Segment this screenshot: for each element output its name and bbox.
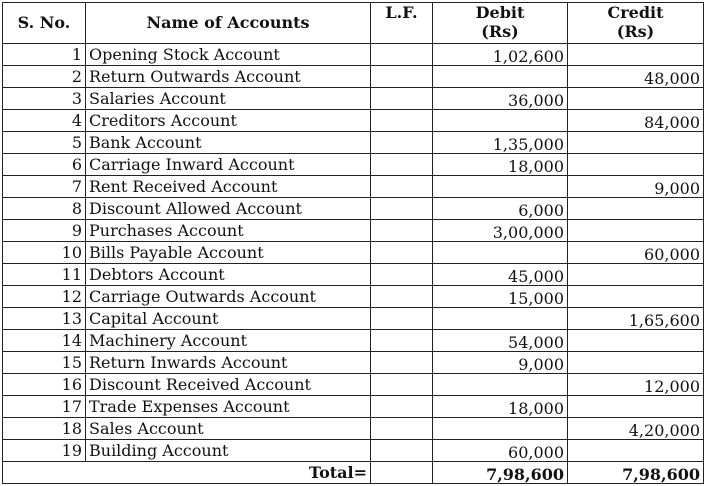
header-row <box>3 3 704 44</box>
table-row <box>3 418 704 440</box>
total-debit <box>433 462 568 484</box>
row-credit <box>568 352 704 374</box>
table-row <box>3 286 704 308</box>
table-row <box>3 440 704 462</box>
row-sno: 15 <box>3 352 86 374</box>
row-debit <box>433 44 568 66</box>
row-credit-value: 48,000 <box>644 68 700 88</box>
row-credit <box>568 66 704 88</box>
row-credit <box>568 308 704 330</box>
row-account-name: Rent Received Account <box>86 176 371 198</box>
header-sno: S. No. <box>3 3 86 44</box>
row-credit <box>568 418 704 440</box>
trial-balance-table <box>2 2 704 484</box>
row-debit-value: 60,000 <box>508 442 564 462</box>
row-credit-value: 12,000 <box>644 376 700 396</box>
row-lf <box>371 374 433 396</box>
row-sno: 19 <box>3 440 86 462</box>
table-row <box>3 242 704 264</box>
row-lf <box>371 66 433 88</box>
row-credit <box>568 220 704 242</box>
row-account-name: Sales Account <box>86 418 371 440</box>
row-account-name: Creditors Account <box>86 110 371 132</box>
row-debit <box>433 154 568 176</box>
row-debit <box>433 418 568 440</box>
row-credit-value: 4,20,000 <box>628 420 700 440</box>
row-credit <box>568 88 704 110</box>
row-sno: 18 <box>3 418 86 440</box>
row-lf <box>371 198 433 220</box>
row-sno: 9 <box>3 220 86 242</box>
row-lf <box>371 132 433 154</box>
row-lf <box>371 110 433 132</box>
row-account-name: Carriage Outwards Account <box>86 286 371 308</box>
row-account-name: Debtors Account <box>86 264 371 286</box>
row-sno: 17 <box>3 396 86 418</box>
row-credit-value: 9,000 <box>654 178 700 198</box>
row-debit <box>433 264 568 286</box>
row-sno: 1 <box>3 44 86 66</box>
total-row <box>3 462 704 484</box>
row-credit <box>568 154 704 176</box>
row-credit <box>568 374 704 396</box>
row-account-name: Carriage Inward Account <box>86 154 371 176</box>
header-name: Name of Accounts <box>86 3 371 44</box>
row-credit <box>568 242 704 264</box>
row-sno: 2 <box>3 66 86 88</box>
row-credit <box>568 330 704 352</box>
row-debit-value: 6,000 <box>518 200 564 220</box>
header-credit-label: Credit <box>607 3 664 22</box>
row-debit-value: 18,000 <box>508 398 564 418</box>
row-credit <box>568 264 704 286</box>
row-account-name: Building Account <box>86 440 371 462</box>
header-credit-unit: (Rs) <box>616 22 655 41</box>
row-credit <box>568 132 704 154</box>
row-credit <box>568 198 704 220</box>
header-debit-label: Debit <box>475 3 525 22</box>
row-debit <box>433 220 568 242</box>
row-sno: 12 <box>3 286 86 308</box>
total-credit <box>568 462 704 484</box>
row-account-name: Discount Received Account <box>86 374 371 396</box>
row-lf <box>371 220 433 242</box>
row-debit-value: 36,000 <box>508 90 564 110</box>
table-row <box>3 88 704 110</box>
row-debit-value: 9,000 <box>518 354 564 374</box>
row-sno: 8 <box>3 198 86 220</box>
row-lf <box>371 154 433 176</box>
row-credit-value: 84,000 <box>644 112 700 132</box>
row-lf <box>371 242 433 264</box>
row-credit <box>568 396 704 418</box>
row-debit <box>433 374 568 396</box>
total-debit-value: 7,98,600 <box>486 464 564 484</box>
row-credit <box>568 110 704 132</box>
row-lf <box>371 176 433 198</box>
row-debit <box>433 88 568 110</box>
table-row <box>3 176 704 198</box>
row-account-name: Purchases Account <box>86 220 371 242</box>
table-row <box>3 198 704 220</box>
row-account-name: Return Inwards Account <box>86 352 371 374</box>
header-lf: L.F. <box>371 3 433 44</box>
row-debit <box>433 286 568 308</box>
row-debit <box>433 396 568 418</box>
row-lf <box>371 396 433 418</box>
row-lf <box>371 88 433 110</box>
total-label: Total= <box>3 462 371 484</box>
row-credit <box>568 176 704 198</box>
header-credit <box>568 3 704 44</box>
row-debit-value: 18,000 <box>508 156 564 176</box>
row-debit <box>433 440 568 462</box>
row-sno: 7 <box>3 176 86 198</box>
row-lf <box>371 264 433 286</box>
table-row <box>3 308 704 330</box>
table-row <box>3 132 704 154</box>
row-debit <box>433 242 568 264</box>
row-sno: 14 <box>3 330 86 352</box>
row-debit <box>433 176 568 198</box>
row-credit <box>568 286 704 308</box>
row-debit <box>433 198 568 220</box>
row-credit-value: 60,000 <box>644 244 700 264</box>
table-row <box>3 396 704 418</box>
table-row <box>3 352 704 374</box>
row-debit-value: 45,000 <box>508 266 564 286</box>
row-debit-value: 1,02,600 <box>492 46 564 66</box>
row-credit-value: 1,65,600 <box>628 310 700 330</box>
row-debit-value: 3,00,000 <box>492 222 564 242</box>
header-debit <box>433 3 568 44</box>
trial-balance <box>2 2 704 484</box>
row-account-name: Bills Payable Account <box>86 242 371 264</box>
row-lf <box>371 308 433 330</box>
row-account-name: Opening Stock Account <box>86 44 371 66</box>
row-credit <box>568 440 704 462</box>
row-debit-value: 1,35,000 <box>492 134 564 154</box>
row-lf <box>371 352 433 374</box>
row-sno: 16 <box>3 374 86 396</box>
row-debit <box>433 330 568 352</box>
table-row <box>3 154 704 176</box>
row-sno: 5 <box>3 132 86 154</box>
row-sno: 11 <box>3 264 86 286</box>
row-account-name: Return Outwards Account <box>86 66 371 88</box>
row-debit <box>433 308 568 330</box>
row-debit <box>433 352 568 374</box>
table-row <box>3 330 704 352</box>
row-sno: 13 <box>3 308 86 330</box>
row-credit <box>568 44 704 66</box>
row-lf <box>371 440 433 462</box>
row-account-name: Trade Expenses Account <box>86 396 371 418</box>
table-row <box>3 44 704 66</box>
table-body <box>3 44 704 484</box>
table-row <box>3 220 704 242</box>
row-account-name: Capital Account <box>86 308 371 330</box>
table-row <box>3 66 704 88</box>
row-lf <box>371 330 433 352</box>
row-account-name: Machinery Account <box>86 330 371 352</box>
row-sno: 6 <box>3 154 86 176</box>
row-debit <box>433 132 568 154</box>
row-account-name: Bank Account <box>86 132 371 154</box>
table-row <box>3 374 704 396</box>
row-debit-value: 54,000 <box>508 332 564 352</box>
row-debit <box>433 66 568 88</box>
header-debit-unit: (Rs) <box>481 22 519 41</box>
row-sno: 4 <box>3 110 86 132</box>
row-account-name: Salaries Account <box>86 88 371 110</box>
row-debit-value: 15,000 <box>508 288 564 308</box>
row-lf <box>371 418 433 440</box>
total-credit-value: 7,98,600 <box>622 464 700 484</box>
row-lf <box>371 286 433 308</box>
row-debit <box>433 110 568 132</box>
table-row <box>3 110 704 132</box>
table-row <box>3 264 704 286</box>
total-lf <box>371 462 433 484</box>
row-sno: 3 <box>3 88 86 110</box>
row-account-name: Discount Allowed Account <box>86 198 371 220</box>
row-lf <box>371 44 433 66</box>
row-sno: 10 <box>3 242 86 264</box>
